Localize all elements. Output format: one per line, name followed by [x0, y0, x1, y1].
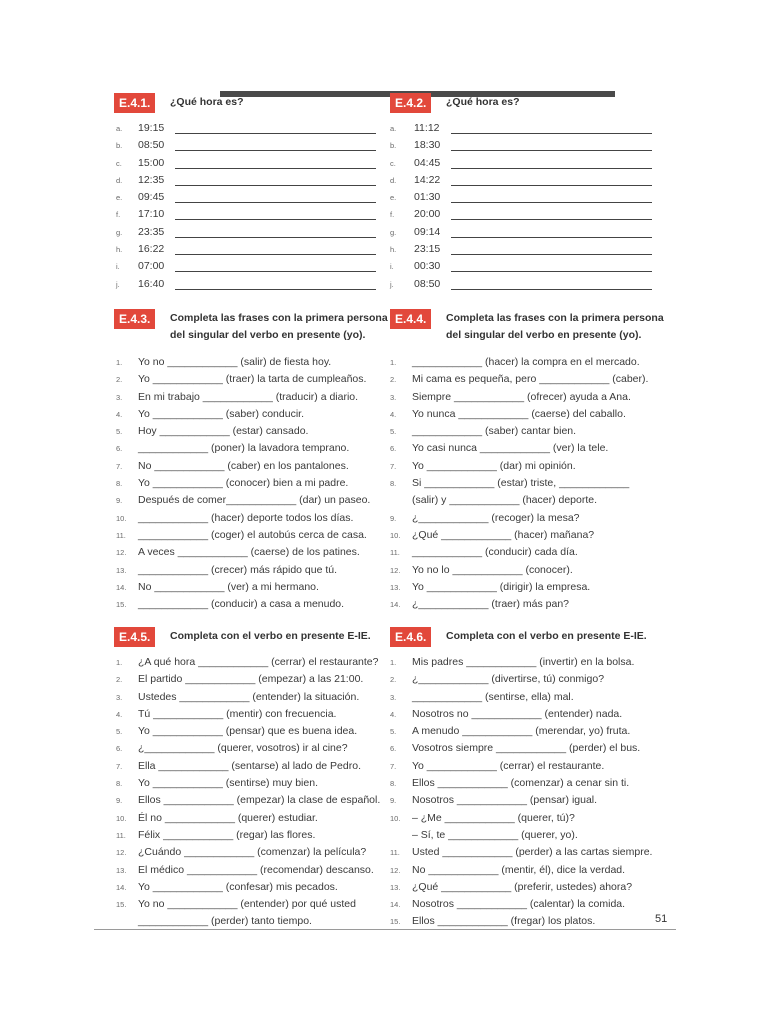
- exercise-title: [446, 310, 664, 344]
- item-text: Vosotros siempre ____________ (perder) el bus.: [412, 742, 641, 755]
- item-label: c.: [116, 158, 122, 168]
- item-label: 14.: [390, 600, 401, 610]
- item-label: 1.: [116, 358, 123, 367]
- item-label: a.: [116, 124, 123, 133]
- item-label: 8.: [390, 779, 397, 789]
- item-label: 9.: [390, 796, 397, 806]
- item-text: Yo ____________ (conocer) bien a mi padre.: [138, 477, 349, 490]
- exercise-title: [446, 628, 647, 645]
- item-text: En mi trabajo ____________ (traducir) a diario.: [138, 390, 359, 403]
- item-text: – ¿Me ____________ (querer, tú)?: [412, 811, 575, 824]
- item-text: Yo no lo ____________ (conocer).: [412, 563, 573, 576]
- item-label: 1.: [390, 658, 397, 667]
- item-text: Yo no ____________ (entender) por qué usted: [138, 898, 356, 911]
- item-label: 10.: [116, 813, 127, 823]
- item-text: – Sí, te ____________ (querer, yo).: [412, 828, 578, 841]
- item-label: 13.: [116, 865, 127, 875]
- item-label: 12.: [116, 848, 127, 858]
- item-text: Nosotros no ____________ (entender) nada.: [412, 707, 623, 720]
- item-label: b.: [116, 141, 123, 151]
- footer-rule: [94, 929, 676, 930]
- exercise-badge: E.4.3.: [114, 309, 155, 329]
- exercise-title: [170, 628, 371, 645]
- answer-line: [451, 168, 652, 169]
- item-text: ____________ (hacer) la compra en el mercado.: [412, 356, 640, 368]
- item-label: 10.: [116, 513, 127, 523]
- answer-line: [175, 254, 376, 255]
- exercise-title-line: Completa con el verbo en presente E-IE.: [446, 630, 647, 642]
- item-label: 9.: [390, 513, 397, 523]
- item-text: Hoy ____________ (estar) cansado.: [138, 425, 309, 438]
- item-label: 1.: [116, 658, 123, 667]
- item-label: 6.: [116, 444, 123, 454]
- exercise-title-line: del singular del verbo en presente (yo).: [446, 329, 642, 341]
- time-value: 20:00: [414, 208, 441, 221]
- answer-line: [451, 237, 652, 238]
- item-text: A veces ____________ (caerse) de los patines.: [138, 546, 360, 559]
- time-value: 11:12: [414, 122, 440, 134]
- exercise-badge: E.4.4.: [390, 309, 431, 329]
- item-label: 14.: [116, 582, 127, 592]
- item-text: Mi cama es pequeña, pero ____________ (caber).: [412, 373, 649, 386]
- item-text: Ellos ____________ (comenzar) a cenar sin ti.: [412, 777, 630, 790]
- item-text: ¿____________ (divertirse, tú) conmigo?: [412, 673, 605, 686]
- item-text: ____________ (hacer) deporte todos los días.: [138, 511, 354, 524]
- item-label: g.: [390, 227, 397, 237]
- item-label: 5.: [390, 727, 397, 737]
- item-text: ¿____________ (recoger) la mesa?: [412, 511, 580, 524]
- item-text: Ellos ____________ (empezar) la clase de español.: [138, 794, 381, 807]
- exercise-badge: E.4.5.: [114, 627, 155, 647]
- answer-line: [451, 150, 652, 151]
- item-text: Yo ____________ (saber) conducir.: [138, 407, 304, 420]
- time-value: 01:30: [414, 191, 441, 204]
- exercise-badge: E.4.6.: [390, 627, 431, 647]
- answer-line: [175, 150, 376, 151]
- item-text: ____________ (crecer) más rápido que tú.: [138, 563, 338, 576]
- item-text: Tú ____________ (mentir) con frecuencia.: [138, 707, 337, 720]
- item-text: Yo ____________ (dar) mi opinión.: [412, 459, 576, 472]
- time-value: 12:35: [138, 173, 165, 186]
- answer-line: [451, 254, 652, 255]
- item-label: 11.: [116, 530, 126, 540]
- item-label: g.: [116, 227, 123, 237]
- item-text: Yo ____________ (pensar) que es buena idea.: [138, 725, 358, 738]
- item-text: Yo ____________ (confesar) mis pecados.: [138, 880, 338, 893]
- item-label: 13.: [390, 582, 401, 592]
- exercise-title-line: Completa las frases con la primera persona: [170, 312, 388, 324]
- item-label: 2.: [116, 675, 123, 685]
- time-value: 16:40: [138, 277, 165, 290]
- exercise-title-line: del singular del verbo en presente (yo).: [170, 329, 366, 341]
- item-label: 2.: [390, 375, 397, 385]
- exercise-title: [170, 310, 388, 344]
- item-label: 11.: [390, 548, 400, 558]
- time-value: 07:00: [138, 260, 165, 273]
- item-label: 12.: [390, 865, 401, 875]
- item-label: 9.: [116, 496, 123, 506]
- item-label: 4.: [390, 409, 397, 419]
- item-label: 1.: [390, 358, 397, 367]
- exercise-title-line: ¿Qué hora es?: [446, 96, 520, 108]
- item-label: 10.: [390, 530, 401, 540]
- item-label: 12.: [390, 565, 401, 575]
- item-label: h.: [116, 245, 123, 255]
- item-label: f.: [116, 210, 121, 220]
- answer-line: [175, 237, 376, 238]
- item-text: ____________ (saber) cantar bien.: [412, 425, 577, 438]
- item-text: ¿Qué ____________ (preferir, ustedes) ahora?: [412, 880, 633, 893]
- answer-line: [175, 271, 376, 272]
- item-label: 12.: [116, 548, 127, 558]
- item-text: Ellos ____________ (fregar) los platos.: [412, 915, 596, 928]
- item-text: Siempre ____________ (ofrecer) ayuda a Ana.: [412, 390, 631, 403]
- exercise-title-line: Completa con el verbo en presente E-IE.: [170, 630, 371, 642]
- item-label: 13.: [116, 565, 127, 575]
- time-value: 17:10: [138, 208, 165, 221]
- item-label: 9.: [116, 796, 123, 806]
- time-value: 23:15: [414, 243, 441, 256]
- answer-line: [175, 185, 376, 186]
- item-label: 7.: [116, 461, 123, 471]
- item-label: 7.: [116, 761, 123, 771]
- item-text: Después de comer____________ (dar) un paseo.: [138, 494, 371, 507]
- item-text: Él no ____________ (querer) estudiar.: [138, 811, 318, 824]
- item-label: 4.: [116, 709, 123, 719]
- item-label: h.: [390, 245, 397, 255]
- answer-line: [451, 202, 652, 203]
- exercise-title: [170, 94, 244, 111]
- exercise-badge: E.4.1.: [114, 93, 155, 113]
- item-label: 14.: [390, 900, 401, 910]
- item-label: 4.: [390, 709, 397, 719]
- item-text: ____________ (sentirse, ella) mal.: [412, 690, 574, 703]
- item-text: Yo ____________ (cerrar) el restaurante.: [412, 759, 605, 772]
- item-label: 8.: [116, 779, 123, 789]
- item-label: 11.: [116, 830, 126, 840]
- item-text: Yo ____________ (sentirse) muy bien.: [138, 777, 318, 790]
- item-label: 15.: [390, 917, 401, 927]
- item-label: 2.: [390, 675, 397, 685]
- item-text: (salir) y ____________ (hacer) deporte.: [412, 494, 598, 507]
- item-text: Félix ____________ (regar) las flores.: [138, 828, 316, 841]
- answer-line: [175, 168, 376, 169]
- item-label: 6.: [390, 744, 397, 754]
- item-label: 4.: [116, 409, 123, 419]
- time-value: 19:15: [138, 122, 165, 134]
- item-text: Nosotros ____________ (pensar) igual.: [412, 794, 598, 807]
- exercise-title: [446, 94, 520, 111]
- item-label: 3.: [116, 392, 123, 402]
- item-label: 3.: [116, 692, 123, 702]
- item-text: No ____________ (ver) a mi hermano.: [138, 580, 319, 593]
- item-text: ¿Qué ____________ (hacer) mañana?: [412, 528, 595, 541]
- item-label: 5.: [116, 427, 123, 437]
- exercise-badge: E.4.2.: [390, 93, 431, 113]
- item-label: 14.: [116, 882, 127, 892]
- answer-line: [175, 289, 376, 290]
- item-text: ¿____________ (traer) más pan?: [412, 598, 570, 611]
- item-label: d.: [116, 175, 123, 185]
- item-label: j.: [390, 279, 394, 289]
- item-label: 3.: [390, 392, 397, 402]
- item-text: Yo ____________ (dirigir) la empresa.: [412, 580, 591, 593]
- item-label: 6.: [390, 444, 397, 454]
- answer-line: [451, 219, 652, 220]
- time-value: 00:30: [414, 260, 441, 273]
- item-label: 15.: [116, 600, 127, 610]
- answer-line: [451, 133, 652, 134]
- time-value: 08:50: [414, 277, 441, 290]
- item-label: 13.: [390, 882, 401, 892]
- answer-line: [451, 185, 652, 186]
- answer-line: [451, 289, 652, 290]
- item-label: 5.: [390, 427, 397, 437]
- item-label: 10.: [390, 813, 401, 823]
- item-label: 8.: [116, 479, 123, 489]
- item-text: ¿____________ (querer, vosotros) ir al cine?: [138, 742, 348, 755]
- item-text: A menudo ____________ (merendar, yo) fruta.: [412, 725, 631, 738]
- page-number: 51: [655, 913, 668, 925]
- time-value: 08:50: [138, 139, 165, 152]
- item-text: ____________ (perder) tanto tiempo.: [138, 915, 312, 928]
- item-text: Mis padres ____________ (invertir) en la bolsa.: [412, 656, 635, 668]
- item-text: Yo no ____________ (salir) de fiesta hoy.: [138, 356, 332, 368]
- item-text: Ella ____________ (sentarse) al lado de Pedro.: [138, 759, 361, 772]
- answer-line: [175, 219, 376, 220]
- item-label: i.: [390, 262, 394, 272]
- item-text: ____________ (poner) la lavadora temprano.: [138, 442, 350, 455]
- item-label: 5.: [116, 727, 123, 737]
- item-text: ____________ (conducir) cada día.: [412, 546, 578, 559]
- item-text: ____________ (conducir) a casa a menudo.: [138, 598, 345, 611]
- item-text: ¿A qué hora ____________ (cerrar) el restaurante?: [138, 656, 379, 668]
- time-value: 16:22: [138, 243, 165, 256]
- item-text: ____________ (coger) el autobús cerca de casa.: [138, 528, 367, 541]
- item-text: No ____________ (caber) en los pantalones.: [138, 459, 349, 472]
- time-value: 09:14: [414, 225, 441, 238]
- item-label: e.: [390, 193, 397, 203]
- item-label: i.: [116, 262, 120, 272]
- time-value: 04:45: [414, 156, 441, 169]
- time-value: 14:22: [414, 173, 441, 186]
- item-label: 6.: [116, 744, 123, 754]
- item-label: e.: [116, 193, 123, 203]
- answer-line: [451, 271, 652, 272]
- time-value: 23:35: [138, 225, 165, 238]
- item-text: No ____________ (mentir, él), dice la verdad.: [412, 863, 626, 876]
- item-text: Yo nunca ____________ (caerse) del caballo.: [412, 407, 626, 420]
- item-label: f.: [390, 210, 395, 220]
- item-label: 15.: [116, 900, 127, 910]
- time-value: 18:30: [414, 139, 441, 152]
- item-label: 7.: [390, 461, 397, 471]
- item-text: Nosotros ____________ (calentar) la comida.: [412, 898, 626, 911]
- item-text: Yo casi nunca ____________ (ver) la tele.: [412, 442, 609, 455]
- item-label: 3.: [390, 692, 397, 702]
- item-label: d.: [390, 175, 397, 185]
- item-text: Yo ____________ (traer) la tarta de cumpleaños.: [138, 373, 367, 386]
- item-label: c.: [390, 158, 396, 168]
- time-value: 09:45: [138, 191, 165, 204]
- item-label: a.: [390, 124, 397, 133]
- exercise-title-line: ¿Qué hora es?: [170, 96, 244, 108]
- item-label: 7.: [390, 761, 397, 771]
- item-text: El médico ____________ (recomendar) descanso.: [138, 863, 374, 876]
- item-label: b.: [390, 141, 397, 151]
- item-text: Ustedes ____________ (entender) la situación.: [138, 690, 360, 703]
- item-text: El partido ____________ (empezar) a las 21:00.: [138, 673, 364, 686]
- answer-line: [175, 202, 376, 203]
- item-text: ¿Cuándo ____________ (comenzar) la película?: [138, 846, 367, 859]
- item-text: Usted ____________ (perder) a las cartas siempre.: [412, 846, 653, 859]
- item-label: 2.: [116, 375, 123, 385]
- exercise-title-line: Completa las frases con la primera persona: [446, 312, 664, 324]
- item-text: Si ____________ (estar) triste, ____________: [412, 477, 630, 490]
- time-value: 15:00: [138, 156, 165, 169]
- item-label: 11.: [390, 848, 400, 858]
- item-label: j.: [116, 279, 120, 289]
- item-label: 8.: [390, 479, 397, 489]
- answer-line: [175, 133, 376, 134]
